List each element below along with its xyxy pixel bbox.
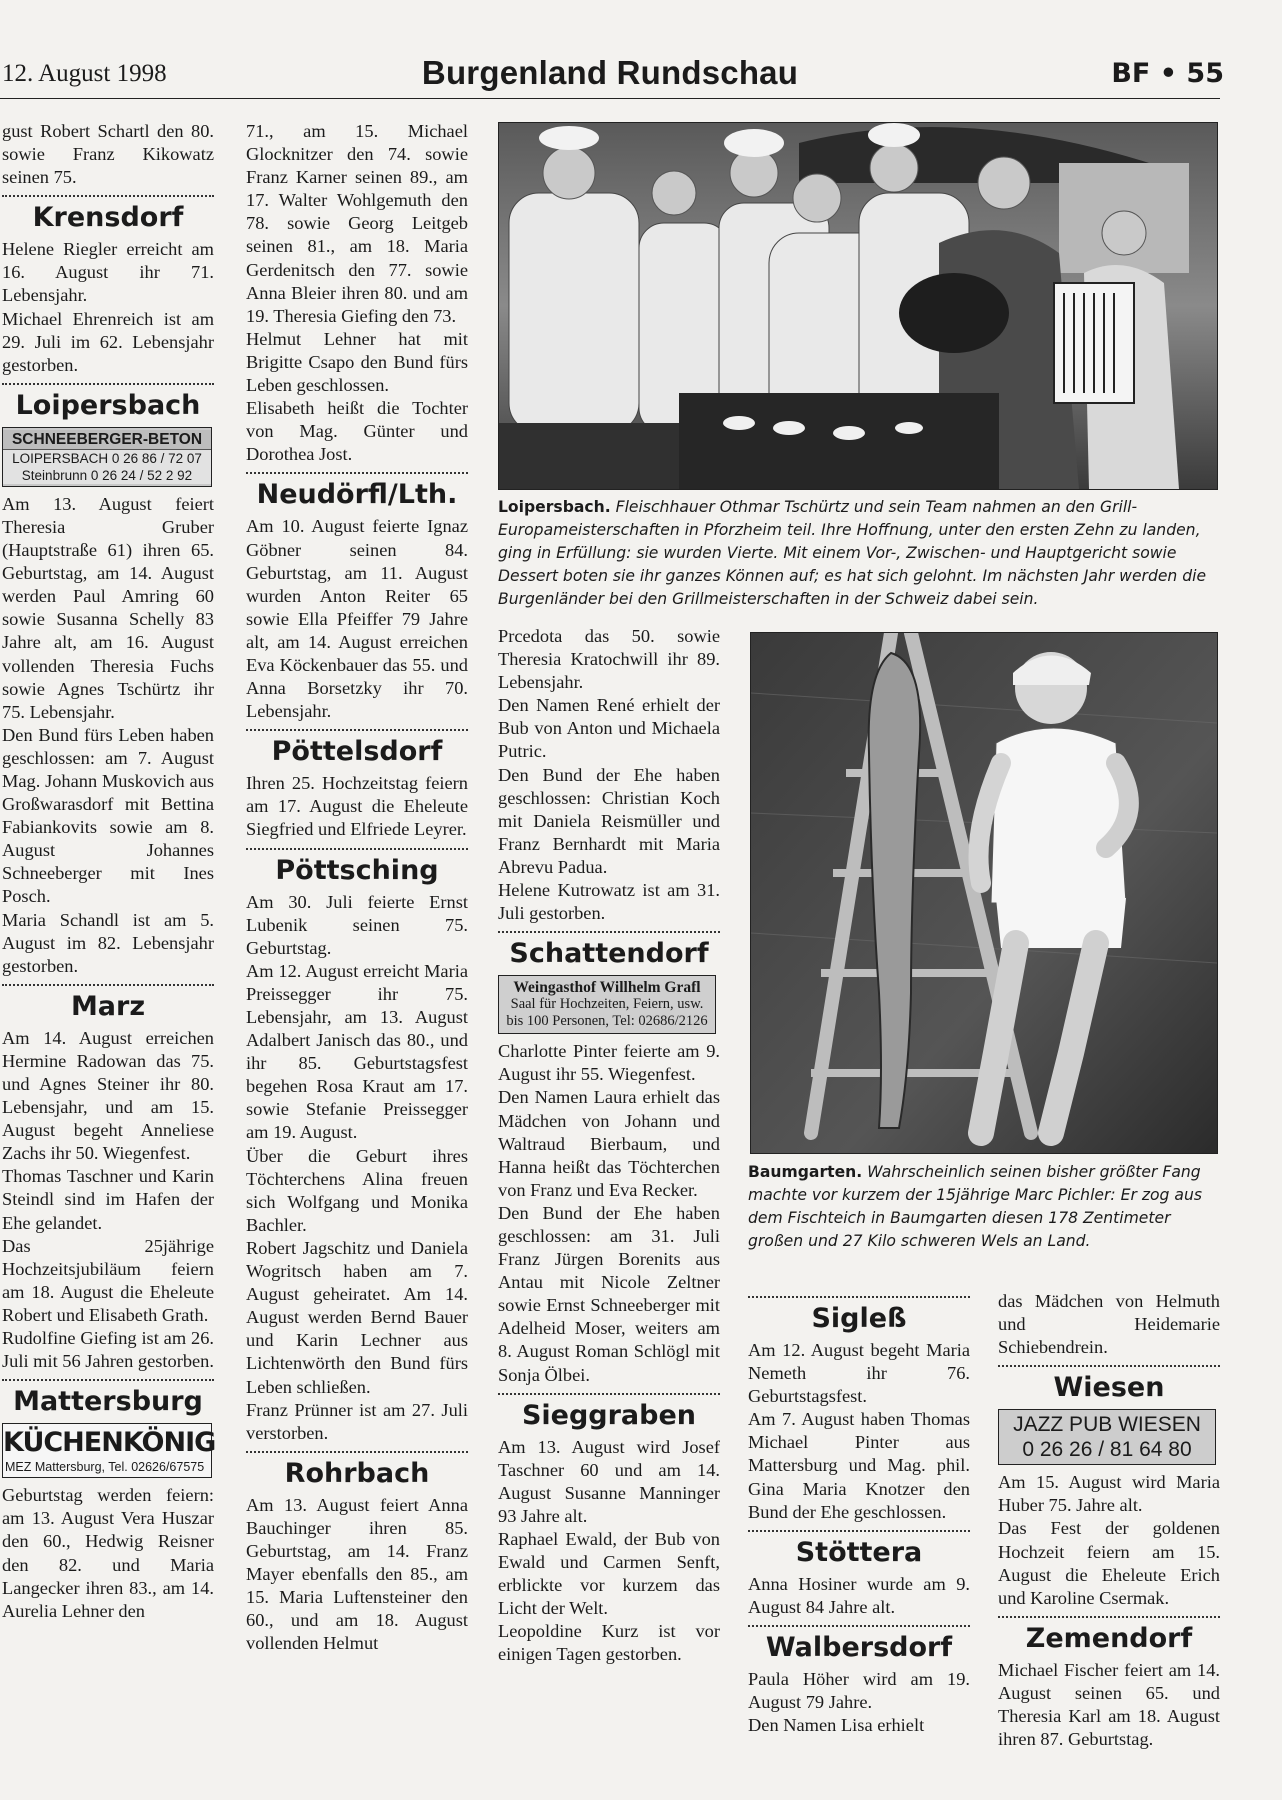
ad-address: MEZ Mattersburg, Tel. 02626/67575: [5, 1460, 205, 1475]
ad-line: LOIPERSBACH 0 26 86 / 72 07: [3, 450, 211, 467]
section-heading-stoettera: Stöttera: [795, 1536, 923, 1568]
paragraph: Am 13. August feiert Theresia Gruber (Hauptstraße 61) ihren 65. Geburtstag, am 14. August werden Paul Amring 60 sowie Susanna Schelly 83 Jahre alt, am 16. August vollenden Theresia Fuchs sowie Agnes Tschürtz ihr 75. Lebensjahr.: [2, 493, 214, 722]
paragraph: 71., am 15. Michael Glocknitzer den 74. sowie Franz Karner seinen 89., am 17. Walter Wohlgemuth den 78. sowie Georg Leitgeb seinen 81., am 18. Maria Gerdenitsch den 77. sowie Anna Bleier ihren 80. und am 19. Theresia Giefing den 73.: [246, 121, 468, 326]
section-divider: [748, 1530, 970, 1532]
issue-date: 12. August 1998: [2, 60, 167, 87]
paragraph: Den Namen René erhielt der Bub von Anton und Michaela Putric.: [498, 695, 720, 762]
paragraph: Ihren 25. Hochzeitstag feiern am 17. August die Eheleute Siegfried und Elfriede Leyrer.: [246, 773, 468, 840]
paragraph: Am 15. August wird Maria Huber 75. Jahre alt.: [998, 1472, 1220, 1516]
paragraph: Michael Ehrenreich ist am 29. Juli im 62. Lebensjahr gestorben.: [2, 308, 214, 375]
caption-location: Baumgarten.: [748, 1163, 863, 1181]
paragraph: Das Fest der goldenen Hochzeit feiern am 15. August die Eheleute Erich und Karoline Csermak.: [998, 1518, 1220, 1608]
paragraph: Den Bund der Ehe haben geschlossen: am 31. Juli Franz Jürgen Borenits aus Antau mit Nicole Zeltner sowie Ernst Schneeberger mit Adelheid Moser, weiters am 8. August Roman Schlögl mit Sonja Ölbei.: [498, 1202, 720, 1385]
section-divider: [998, 1616, 1220, 1618]
paragraph: das Mädchen von Helmuth und Heidemarie Schiebendrein.: [998, 1291, 1220, 1358]
paragraph: Den Bund der Ehe haben geschlossen: Christian Koch mit Daniela Reismüller und Franz Bernhardt mit Maria Abrevu Padua.: [498, 764, 720, 877]
ad-name: Weingasthof Willhelm Grafl: [513, 979, 701, 997]
photo-caption-loipersbach: [498, 496, 1220, 611]
paragraph: Raphael Ewald, der Bub von Ewald und Carmen Senft, erblickte vor kurzem das Licht der Welt.: [498, 1529, 720, 1619]
paragraph: Franz Prünner ist am 27. Juli verstorben.: [246, 1399, 468, 1443]
paragraph: Thomas Taschner und Karin Steindl sind im Hafen der Ehe gelandet.: [2, 1166, 214, 1233]
section-divider: [2, 195, 214, 197]
section-heading-wiesen: Wiesen: [1053, 1372, 1165, 1404]
paragraph: Am 14. August erreichen Hermine Radowan das 75. und Agnes Steiner ihr 80. Lebensjahr, und am 15. August begeht Anneliese Zachs ihr 50. Wiegenfest.: [2, 1027, 214, 1164]
advertisement-jazz-pub-wiesen: [998, 1409, 1216, 1465]
paragraph: Das 25jährige Hochzeitsjubiläum feiern am 18. August die Eheleute Robert und Elisabeth Grath.: [2, 1235, 214, 1325]
paragraph: Maria Schandl ist am 5. August im 82. Lebensjahr gestorben.: [2, 909, 214, 976]
paragraph: Helmut Lehner hat mit Brigitte Csapo den Bund fürs Leben geschlossen.: [246, 328, 468, 396]
column-3: [498, 625, 720, 1667]
column-1: [2, 120, 214, 1623]
paragraph: Am 30. Juli feierte Ernst Lubenik seinen 75. Geburtstag.: [246, 891, 468, 958]
paragraph: Helene Riegler erreicht am 16. August ihr 71. Lebensjahr.: [2, 239, 214, 306]
section-heading-marz: Marz: [70, 990, 146, 1022]
paragraph: Elisabeth heißt die Tochter von Mag. Günter und Dorothea Jost.: [246, 398, 468, 465]
photo-catfish: [750, 632, 1218, 1154]
paragraph: Am 7. August haben Thomas Michael Pinter aus Mattersburg und Mag. phil. Gina Maria Knotzer den Bund der Ehe geschlossen.: [748, 1409, 970, 1522]
section-divider: [748, 1296, 970, 1298]
paragraph: Anna Hosiner wurde am 9. August 84 Jahre alt.: [748, 1573, 970, 1617]
page-number: BF • 55: [1111, 58, 1224, 89]
section-heading-loipersbach: Loipersbach: [15, 389, 201, 421]
ad-line: Saal für Hochzeiten, Feiern, usw.: [510, 996, 704, 1013]
newspaper-title: Burgenland Rundschau: [421, 54, 799, 91]
caption-text: Wahrscheinlich seinen bisher größter Fang machte vor kurzem der 15jährige Marc Pichler: Er zog aus dem Fischteich in Baumgarten diesen 178 Zentimeter großen und 27 Kilo schweren Wels an Land.: [748, 1163, 1202, 1250]
section-divider: [498, 931, 720, 933]
section-heading-schattendorf: Schattendorf: [509, 938, 709, 970]
section-heading-sieggraben: Sieggraben: [521, 1399, 697, 1431]
ad-logo: KÜCHENKÖNIG: [3, 1427, 216, 1459]
section-divider: [998, 1365, 1220, 1367]
ad-name: JAZZ PUB WIESEN: [1013, 1413, 1201, 1437]
paragraph: Den Namen Laura erhielt das Mädchen von Johann und Waltraud Bierbaum, und Hanna heißt das Töchterchen von Franz und Eva Recker.: [498, 1087, 720, 1200]
catfish-photo-graphic: [751, 633, 1217, 1153]
section-heading-krensdorf: Krensdorf: [32, 202, 184, 234]
paragraph: Über die Geburt ihres Töchterchens Alina freuen sich Wolfgang und Monika Bachler.: [246, 1145, 468, 1235]
page-header: [0, 54, 1224, 99]
paragraph: Prcedota das 50. sowie Theresia Kratochwill ihr 89. Lebensjahr.: [498, 626, 720, 693]
column-4: [748, 1290, 970, 1737]
paragraph: Paula Höher wird am 19. August 79 Jahre.: [748, 1668, 970, 1713]
section-heading-zemendorf: Zemendorf: [1025, 1622, 1193, 1654]
ad-line: Steinbrunn 0 26 24 / 52 2 92: [3, 467, 211, 484]
caption-text: Fleischhauer Othmar Tschürtz und sein Team nahmen an den Grill-Europameisterschaften in Pforzheim teil. Ihre Hoffnung, unter den ersten Zehn zu landen, ging in Erfüllung: sie wurden Vierte. Mit einem Vor-, Zwischen- und Hauptgericht sowie Dessert boten sie ihr ganzes Können auf; es hat sich gelohnt. Im nächsten Jahr werden die Burgenländer bei den Grillmeisterschaften in der Schweiz dabei sein.: [498, 498, 1207, 608]
column-5: [998, 1290, 1220, 1751]
section-divider: [246, 729, 468, 731]
paragraph: Den Bund fürs Leben haben geschlossen: am 7. August Mag. Johann Muskovich aus Großwarasdorf mit Bettina Fabiankovits sowie am 8. August Johannes Schneeberger mit Ines Posch.: [2, 724, 214, 907]
paragraph: gust Robert Schartl den 80. sowie Franz Kikowatz seinen 75.: [2, 121, 214, 188]
paragraph: Am 13. August wird Josef Taschner 60 und am 14. August Susanne Manninger 93 Jahre alt.: [498, 1436, 720, 1526]
section-divider: [246, 472, 468, 474]
paragraph: Charlotte Pinter feierte am 9. August ihr 55. Wiegenfest.: [498, 1041, 720, 1085]
section-divider: [748, 1625, 970, 1627]
section-divider: [246, 848, 468, 850]
paragraph: Robert Jagschitz und Daniela Wogritsch haben am 7. August geheiratet. Am 14. August werden Bernd Bauer und Karin Lechner aus Lichtenwörth den Bund fürs Leben schließen.: [246, 1237, 468, 1397]
grill-team-photo-graphic: [499, 123, 1217, 489]
column-2: [246, 120, 468, 1655]
section-heading-sigless: Sigleß: [811, 1303, 907, 1334]
section-heading-poettelsdorf: Pöttelsdorf: [271, 736, 443, 768]
photo-grill-team: [498, 122, 1218, 490]
paragraph: Geburtstag werden feiern: am 13. August Vera Huszar den 60., Hedwig Reisner den 82. und Maria Langecker ihren 83., am 14. Aurelia Lehner den: [2, 1485, 214, 1621]
advertisement-kuechenkoenig: [2, 1423, 216, 1478]
section-heading-walbersdorf: Walbersdorf: [765, 1631, 953, 1663]
section-heading-rohrbach: Rohrbach: [284, 1457, 430, 1489]
paragraph: Michael Fischer feiert am 14. August seinen 65. und Theresia Karl am 18. August ihren 87. Geburtstag.: [998, 1659, 1220, 1750]
paragraph: Am 12. August begeht Maria Nemeth ihr 76. Geburtstagsfest.: [748, 1340, 970, 1407]
paragraph: Den Namen Lisa erhielt: [748, 1715, 925, 1736]
section-heading-neudoerfl: Neudörfl/Lth.: [256, 479, 458, 511]
section-divider: [246, 1451, 468, 1453]
advertisement-schneeberger-beton: [2, 427, 212, 487]
paragraph: Am 12. August erreicht Maria Preissegger ihr 75. Lebensjahr, am 13. August Adalbert Janisch das 80., und ihr 85. Geburtstagsfest begehen Rosa Kraut am 17. sowie Stefanie Preissegger am 19. August.: [246, 960, 468, 1143]
section-divider: [2, 984, 214, 986]
section-divider: [2, 1379, 214, 1381]
paragraph: Am 10. August feierte Ignaz Göbner seinen 84. Geburtstag, am 11. August wurden Anton Reiter 65 sowie Ella Pfeiffer 79 Jahre alt, am 14. August erreichen Eva Köckenbauer das 55. und Anna Borsetzky ihr 70. Lebensjahr.: [246, 516, 468, 722]
section-divider: [2, 383, 214, 385]
advertisement-weingasthof-grafl: [498, 975, 716, 1034]
section-divider: [498, 1393, 720, 1395]
photo-caption-baumgarten: [748, 1161, 1220, 1253]
section-heading-poettsching: Pöttsching: [275, 854, 439, 886]
ad-line: bis 100 Personen, Tel: 02686/2126: [506, 1013, 708, 1030]
paragraph: Leopoldine Kurz ist vor einigen Tagen gestorben.: [498, 1621, 720, 1665]
paragraph: Helene Kutrowatz ist am 31. Juli gestorben.: [498, 880, 720, 924]
caption-location: Loipersbach.: [498, 498, 611, 516]
paragraph: Am 13. August feiert Anna Bauchinger ihren 85. Geburtstag, am 14. Franz Mayer ebenfalls den 85., am 15. Maria Luftensteiner den 60., und am 18. August vollenden Helmut: [246, 1494, 468, 1654]
ad-name: SCHNEEBERGER-BETON: [3, 430, 211, 450]
section-heading-mattersburg: Mattersburg: [13, 1386, 203, 1418]
paragraph: Rudolfine Giefing ist am 26. Juli mit 56 Jahren gestorben.: [2, 1328, 214, 1372]
ad-phone: 0 26 26 / 81 64 80: [1022, 1438, 1192, 1462]
